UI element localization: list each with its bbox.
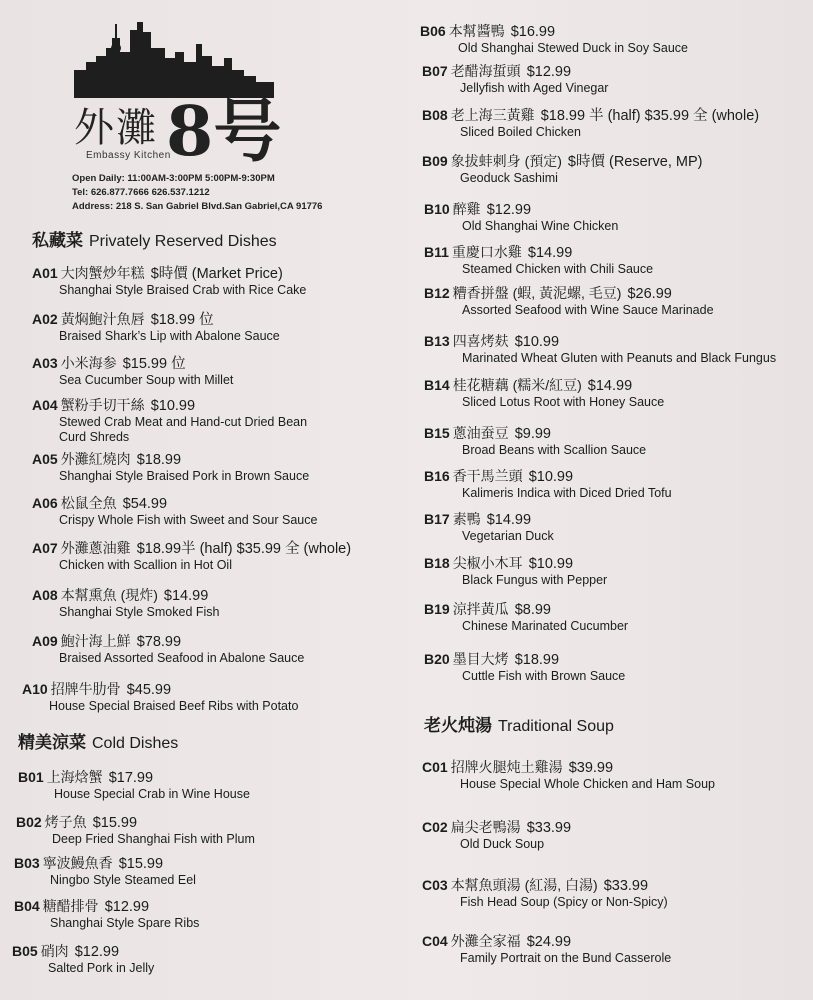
item-name-en: Braised Assorted Seafood in Abalone Sauce — [59, 651, 305, 665]
item-name-en: House Special Braised Beef Ribs with Potato — [49, 699, 299, 713]
item-header-line — [424, 332, 776, 351]
item-price: $78.99 — [136, 634, 182, 650]
item-code: A03 — [32, 355, 58, 371]
item-header-line — [424, 243, 653, 262]
menu-item-b12 — [424, 284, 714, 318]
item-name-cn: 外灘蔥油雞 — [60, 540, 131, 556]
item-header-line — [18, 768, 250, 787]
item-code: B01 — [18, 769, 44, 785]
item-price: $時價 (Market Price) — [150, 266, 283, 282]
item-header-line — [422, 106, 759, 125]
item-name-cn: 硝肉 — [40, 943, 69, 959]
item-price: $10.99 — [514, 334, 560, 350]
section-title-en: Privately Reserved Dishes — [89, 233, 277, 250]
item-name-cn: 大肉蟹炒年糕 — [60, 265, 145, 281]
item-price: $33.99 — [526, 820, 572, 836]
item-price: $12.99 — [486, 202, 532, 218]
menu-item-b11 — [424, 243, 653, 277]
item-header-line — [32, 354, 233, 373]
item-name-cn: 黃焖鮑汁魚唇 — [60, 311, 145, 327]
item-header-line — [14, 854, 196, 873]
item-header-line — [424, 467, 672, 486]
menu-item-b02 — [16, 813, 255, 847]
item-name-en: Old Shanghai Wine Chicken — [462, 219, 619, 233]
item-header-line — [32, 264, 306, 283]
item-price: $10.99 — [150, 398, 196, 414]
item-header-line — [422, 876, 668, 895]
item-name-cn: 本幫魚頭湯 (紅湯, 白湯) — [450, 877, 598, 893]
item-price: $17.99 — [108, 770, 154, 786]
menu-item-c02 — [422, 818, 571, 852]
item-name-cn: 尖椒小木耳 — [452, 555, 523, 571]
menu-item-a08 — [32, 586, 220, 620]
logo-number: 8号 — [166, 92, 282, 172]
item-price: $9.99 — [514, 426, 551, 442]
item-header-line — [424, 284, 714, 303]
menu-item-b10 — [424, 200, 618, 234]
item-name-en: Shanghai Style Spare Ribs — [50, 916, 200, 930]
item-name-cn: 上海焓蟹 — [46, 769, 103, 785]
item-name-en: Steamed Chicken with Chili Sauce — [462, 262, 654, 276]
item-header-line — [424, 376, 664, 395]
item-code: B03 — [14, 855, 40, 871]
item-code: B18 — [424, 555, 450, 571]
item-name-cn: 香干馬兰頭 — [452, 468, 523, 484]
item-code: C01 — [422, 759, 448, 775]
section-title-cn: 老火炖湯 — [424, 716, 492, 735]
item-header-line — [424, 510, 554, 529]
item-price: $39.99 — [568, 760, 614, 776]
item-price: $14.99 — [527, 245, 573, 261]
item-code: A09 — [32, 633, 58, 649]
item-header-line — [32, 632, 304, 651]
item-name-en: Curd Shreds — [59, 430, 130, 444]
item-name-en: Cuttle Fish with Brown Sauce — [462, 669, 626, 683]
item-name-cn: 蔥油蚕豆 — [452, 425, 509, 441]
section-title-en: Traditional Soup — [498, 718, 614, 735]
menu-item-b01 — [18, 768, 250, 802]
item-name-cn: 四喜烤麸 — [452, 333, 509, 349]
item-code: C02 — [422, 819, 448, 835]
opening-hours: Open Daily: 11:00AM-3:00PM 5:00PM-9:30PM — [72, 173, 275, 184]
item-name-cn: 扁尖老鴨湯 — [450, 819, 521, 835]
item-name-cn: 醉雞 — [452, 201, 481, 217]
menu-item-a02 — [32, 310, 280, 344]
item-code: B15 — [424, 425, 450, 441]
item-price: $14.99 — [486, 512, 532, 528]
section-traditional-soup — [424, 711, 614, 736]
item-name-en: Vegetarian Duck — [462, 529, 554, 543]
item-name-en: Geoduck Sashimi — [460, 171, 558, 185]
item-name-cn: 老上海三黃雞 — [450, 107, 535, 123]
item-name-en: Sliced Lotus Root with Honey Sauce — [462, 395, 665, 409]
item-code: B12 — [424, 285, 450, 301]
menu-item-b16 — [424, 467, 672, 501]
restaurant-logo — [74, 18, 284, 172]
item-price: $12.99 — [74, 944, 120, 960]
item-name-cn: 松鼠全魚 — [60, 495, 117, 511]
item-code: A08 — [32, 587, 58, 603]
section-private-dishes — [32, 226, 277, 251]
menu-item-a10 — [22, 680, 298, 714]
item-code: B11 — [424, 244, 449, 260]
item-header-line — [32, 310, 280, 329]
item-price: $26.99 — [627, 286, 672, 302]
item-name-cn: 桂花糖藕 (糯米/紅豆) — [452, 377, 582, 393]
menu-item-b20 — [424, 650, 625, 684]
item-price: $15.99 位 — [122, 356, 186, 372]
section-title-cn: 精美涼菜 — [18, 733, 86, 752]
item-code: B14 — [424, 377, 450, 393]
menu-item-b17 — [424, 510, 554, 544]
item-price: $8.99 — [514, 602, 551, 618]
item-price: $14.99 — [163, 588, 209, 604]
item-header-line — [424, 424, 646, 443]
menu-item-b07 — [422, 62, 608, 96]
section-title-en: Cold Dishes — [92, 735, 179, 752]
item-name-cn: 外灘全家福 — [450, 933, 521, 949]
menu-right-column — [420, 0, 810, 1000]
item-name-en: Shanghai Style Smoked Fish — [59, 605, 220, 619]
item-name-cn: 本幫醬鴨 — [448, 23, 505, 39]
item-header-line — [32, 539, 351, 558]
menu-item-b08 — [422, 106, 759, 140]
item-price: $16.99 — [510, 24, 556, 40]
menu-item-b06 — [420, 22, 688, 56]
item-code: A04 — [32, 397, 58, 413]
item-header-line — [422, 62, 608, 81]
item-price: $18.99 — [136, 452, 182, 468]
item-name-cn: 象拔蚌刺身 (預定) — [450, 153, 562, 169]
item-name-cn: 鮑汁海上鮮 — [60, 633, 131, 649]
item-name-en: Jellyfish with Aged Vinegar — [460, 81, 609, 95]
item-price: $15.99 — [92, 815, 138, 831]
item-name-cn: 重慶口水雞 — [451, 244, 522, 260]
menu-item-b15 — [424, 424, 646, 458]
item-name-en: Old Duck Soup — [460, 837, 545, 851]
item-price: $時價 (Reserve, MP) — [567, 154, 703, 170]
menu-item-a04 — [32, 396, 307, 445]
item-code: A10 — [22, 681, 48, 697]
item-code: C03 — [422, 877, 448, 893]
menu-item-b09 — [422, 152, 702, 186]
menu-item-a07 — [32, 539, 351, 573]
item-price: $12.99 — [526, 64, 572, 80]
item-header-line — [424, 554, 607, 573]
item-price: $18.99 位 — [150, 312, 214, 328]
item-name-cn: 寧波鰻魚香 — [42, 855, 113, 871]
item-name-en: Crispy Whole Fish with Sweet and Sour Sauce — [59, 513, 318, 527]
item-name-en: Chinese Marinated Cucumber — [462, 619, 629, 633]
logo-english-name: Embassy Kitchen — [86, 150, 171, 161]
telephone: Tel: 626.877.7666 626.537.1212 — [72, 187, 210, 198]
item-code: B02 — [16, 814, 42, 830]
item-name-cn: 蟹粉手切干絲 — [60, 397, 145, 413]
item-header-line — [422, 818, 571, 837]
restaurant-info — [72, 172, 322, 214]
item-code: B06 — [420, 23, 446, 39]
item-price: $14.99 — [587, 378, 633, 394]
logo-chinese-name: 外灘 — [74, 105, 158, 151]
item-name-cn: 招牌牛肋骨 — [50, 681, 121, 697]
item-header-line — [32, 494, 317, 513]
item-name-en: Braised Shark’s Lip with Abalone Sauce — [59, 329, 280, 343]
item-name-en: Fish Head Soup (Spicy or Non-Spicy) — [460, 895, 668, 909]
menu-item-c01 — [422, 758, 715, 792]
item-name-en: Kalimeris Indica with Diced Dried Tofu — [462, 486, 672, 500]
item-header-line — [32, 396, 307, 415]
menu-item-b18 — [424, 554, 607, 588]
item-code: C04 — [422, 933, 448, 949]
item-code: B04 — [14, 898, 40, 914]
section-title-cn: 私藏菜 — [32, 231, 83, 250]
item-price: $10.99 — [528, 469, 574, 485]
item-name-cn: 糟香拼盤 (蝦, 黃泥螺, 毛豆) — [452, 285, 622, 301]
item-price: $15.99 — [118, 856, 164, 872]
menu-item-b19 — [424, 600, 628, 634]
menu-item-b04 — [14, 897, 199, 931]
item-name-en: House Special Whole Chicken and Ham Soup — [460, 777, 715, 791]
menu-item-b14 — [424, 376, 664, 410]
item-code: B09 — [422, 153, 448, 169]
item-header-line — [424, 600, 628, 619]
item-name-cn: 老醋海蜇頭 — [450, 63, 521, 79]
item-price: $18.99半 (half) $35.99 全 (whole) — [136, 541, 352, 557]
menu-item-a01 — [32, 264, 306, 298]
item-name-cn: 本幫熏魚 (現炸) — [60, 587, 158, 603]
item-name-en: Broad Beans with Scallion Sauce — [462, 443, 647, 457]
item-code: A02 — [32, 311, 58, 327]
item-header-line — [422, 758, 715, 777]
item-name-en: Sea Cucumber Soup with Millet — [59, 373, 234, 387]
item-code: B05 — [12, 943, 38, 959]
item-name-cn: 涼拌黃瓜 — [452, 601, 509, 617]
item-name-en: Family Portrait on the Bund Casserole — [460, 951, 672, 965]
item-name-cn: 糖醋排骨 — [42, 898, 99, 914]
item-name-cn: 素鴨 — [452, 511, 481, 527]
item-header-line — [422, 152, 702, 171]
item-code: B13 — [424, 333, 450, 349]
item-price: $24.99 — [526, 934, 572, 950]
item-name-en: Deep Fried Shanghai Fish with Plum — [52, 832, 255, 846]
menu-item-a06 — [32, 494, 317, 528]
menu-item-a05 — [32, 450, 309, 484]
item-code: B07 — [422, 63, 448, 79]
menu-item-b05 — [12, 942, 154, 976]
item-price: $10.99 — [528, 556, 574, 572]
item-header-line — [22, 680, 298, 699]
item-name-en: Stewed Crab Meat and Hand-cut Dried Bean — [59, 415, 308, 429]
item-name-en: Old Shanghai Stewed Duck in Soy Sauce — [458, 41, 688, 55]
menu-item-c03 — [422, 876, 668, 910]
item-code: B08 — [422, 107, 448, 123]
item-price: $12.99 — [104, 899, 150, 915]
item-header-line — [424, 200, 618, 219]
menu-item-b13 — [424, 332, 776, 366]
item-header-line — [422, 932, 671, 951]
menu-item-b03 — [14, 854, 196, 888]
item-header-line — [12, 942, 154, 961]
item-code: A01 — [32, 265, 58, 281]
item-header-line — [16, 813, 255, 832]
item-name-en: Marinated Wheat Gluten with Peanuts and Black Fungus — [462, 351, 777, 365]
item-name-cn: 外灘紅燒肉 — [60, 451, 131, 467]
item-name-en: Sliced Boiled Chicken — [460, 125, 581, 139]
item-header-line — [32, 450, 309, 469]
item-name-en: House Special Crab in Wine House — [54, 787, 250, 801]
item-price: $18.99 — [514, 652, 560, 668]
item-code: A07 — [32, 540, 58, 556]
item-name-en: Shanghai Style Braised Crab with Rice Cake — [59, 283, 307, 297]
item-name-en: Black Fungus with Pepper — [462, 573, 608, 587]
item-name-cn: 烤子魚 — [44, 814, 87, 830]
item-code: A06 — [32, 495, 58, 511]
item-name-en: Shanghai Style Braised Pork in Brown Sauce — [59, 469, 310, 483]
item-name-en: Ningbo Style Steamed Eel — [50, 873, 196, 887]
item-code: A05 — [32, 451, 58, 467]
item-name-cn: 招牌火腿炖土雞湯 — [450, 759, 563, 775]
item-price: $33.99 — [603, 878, 649, 894]
menu-left-column — [14, 0, 409, 1000]
item-name-en: Assorted Seafood with Wine Sauce Marinade — [462, 303, 714, 317]
item-header-line — [420, 22, 688, 41]
item-name-cn: 小米海参 — [60, 355, 117, 371]
address: Address: 218 S. San Gabriel Blvd.San Gabriel,CA 91776 — [72, 201, 323, 212]
item-code: B17 — [424, 511, 450, 527]
item-code: B20 — [424, 651, 450, 667]
item-code: B19 — [424, 601, 450, 617]
item-header-line — [32, 586, 220, 605]
item-price: $54.99 — [122, 496, 168, 512]
section-cold-dishes — [18, 728, 178, 753]
item-price: $18.99 半 (half) $35.99 全 (whole) — [540, 108, 760, 124]
menu-item-a09 — [32, 632, 304, 666]
item-header-line — [14, 897, 199, 916]
item-code: B10 — [424, 201, 450, 217]
item-header-line — [424, 650, 625, 669]
menu-item-c04 — [422, 932, 671, 966]
item-name-cn: 墨目大烤 — [452, 651, 509, 667]
menu-item-a03 — [32, 354, 233, 388]
item-name-en: Chicken with Scallion in Hot Oil — [59, 558, 232, 572]
item-name-en: Salted Pork in Jelly — [48, 961, 155, 975]
item-code: B16 — [424, 468, 450, 484]
item-price: $45.99 — [126, 682, 172, 698]
